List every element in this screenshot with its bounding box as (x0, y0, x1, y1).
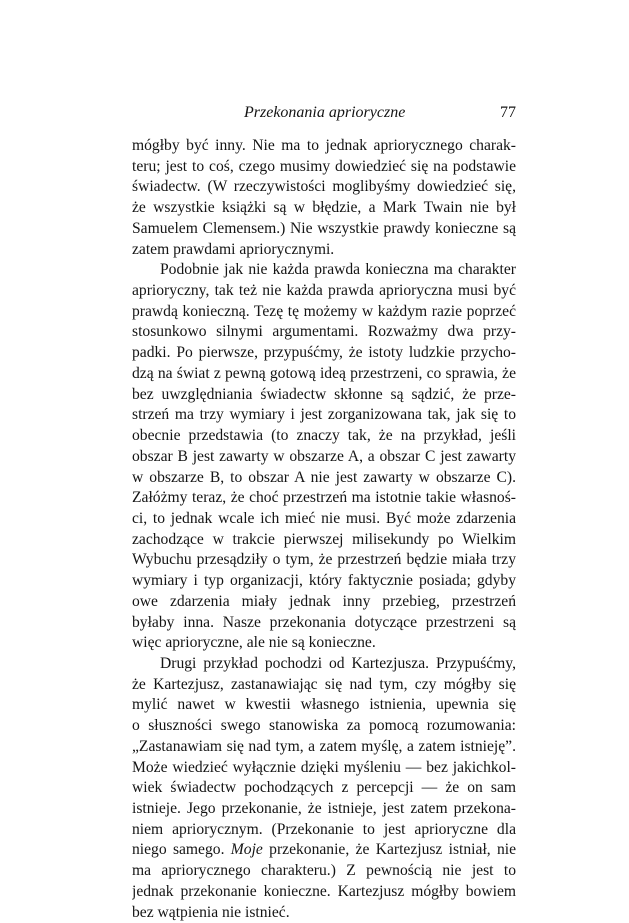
text-line: istnieje. Jego przekonanie, że istnieje, jest zatem przekona- (132, 800, 516, 817)
text-line: więc aprioryczne, ale nie są konieczne. (132, 634, 376, 652)
text-line: Załóżmy teraz, że choć przestrzeń ma istotnie takie własnoś- (132, 489, 516, 507)
text-line: byłaby inna. Nasze przekonania dotyczące przestrzeni są (132, 613, 516, 631)
text-line: dzą na świat z pewną gotową ideą przestrzeni, co sprawia, że (132, 364, 516, 382)
text-line: że wszystkie książki są w błędzie, a Mark Twain nie był (132, 199, 516, 217)
text-line: Drugi przykład pochodzi od Kartezjusza. Przypuśćmy, (160, 654, 516, 672)
text-line: bez uwzględniania świadectw skłonne są sądzić, że prze- (132, 385, 516, 403)
text-line: teru; jest to coś, czego musimy dowiedzieć się na podstawie (132, 157, 516, 175)
page-number: 77 (500, 104, 516, 121)
text-line: Samuelem Clemensem.) Nie wszystkie prawdy konieczne są (132, 219, 516, 237)
text-line: ci, to jednak wcale ich mieć nie musi. Być może zdarzenia (132, 509, 516, 527)
text-line: wymiary i typ organizacji, który faktycznie posiada; gdyby (132, 572, 516, 590)
text-line: Wybuchu przesądziły o tym, że przestrzeń będzie miała trzy (132, 551, 516, 569)
text-line: stosunkowo silnymi argumentami. Rozważmy dwa przy- (132, 323, 516, 341)
text-line: że Kartezjusz, zastanawiając się nad tym, czy mógłby się (132, 675, 516, 693)
text-line: obszar B jest zawarty w obszarze A, a obszar C jest zawarty (132, 447, 516, 465)
text-line: prawdą konieczną. Tezę tę możemy w każdym razie poprzeć (132, 302, 516, 320)
text-line: świadectw. (W rzeczywistości moglibyśmy dowiedzieć się, (132, 178, 516, 196)
text-line: wiek świadectw pochodzących z percepcji — że on sam (132, 779, 516, 797)
text-segment: niego samego. (132, 841, 225, 859)
text-line: mylić nawet w kwestii własnego istnienia, upewnia się (132, 696, 516, 714)
text-line: jednak przekonanie konieczne. Kartezjusz mógłby bowiem (132, 882, 516, 900)
emphasis: Moje (230, 841, 263, 859)
text-line: ma apriorycznego charakteru.) Z pewnością nie jest to (132, 862, 516, 880)
text-line: obecnie przedstawia (to znaczy tak, że na przykład, jeśli (132, 427, 516, 445)
text-line: mógłby być inny. Nie ma to jednak apriorycznego charak- (132, 137, 516, 154)
text-line (132, 840, 516, 861)
text-line: niem apriorycznym. (Przekonanie to jest aprioryczne dla (132, 820, 516, 838)
text-line: zatem prawdami apriorycznymi. (132, 240, 335, 258)
text-line: strzeń ma trzy wymiary i jest zorganizowana tak, jak się to (132, 406, 516, 424)
body-text (132, 136, 516, 923)
running-head (132, 103, 516, 125)
text-line: padki. Po pierwsze, przypuśćmy, że istoty ludzkie przycho- (132, 344, 516, 362)
text-line: Podobnie jak nie każda prawda konieczna ma charakter (160, 261, 516, 279)
text-line: o słuszności swego stanowiska za pomocą rozumowania: (132, 717, 516, 735)
text-line: Może wiedzieć wyłącznie dzięki myśleniu — bez jakichkol- (132, 758, 516, 776)
text-line: „Zastanawiam się nad tym, a zatem myślę, a zatem istnieję”. (132, 737, 516, 755)
running-title: Przekonania aprioryczne (244, 104, 406, 121)
text-line: bez wątpienia nie istnieć. (132, 903, 290, 921)
text-line: aprioryczny, tak też nie każda prawda aprioryczna musi być (132, 282, 516, 300)
text-line: owe zdarzenia miały jednak inny przebieg, przestrzeń (132, 592, 516, 610)
text-line: w obszarze B, to obszar A nie jest zawarty w obszarze C). (132, 468, 516, 486)
text-line: zachodzące w trakcie pierwszej milisekundy po Wielkim (132, 530, 516, 548)
text-segment: przekonanie, że Kartezjusz istniał, nie (269, 841, 516, 859)
